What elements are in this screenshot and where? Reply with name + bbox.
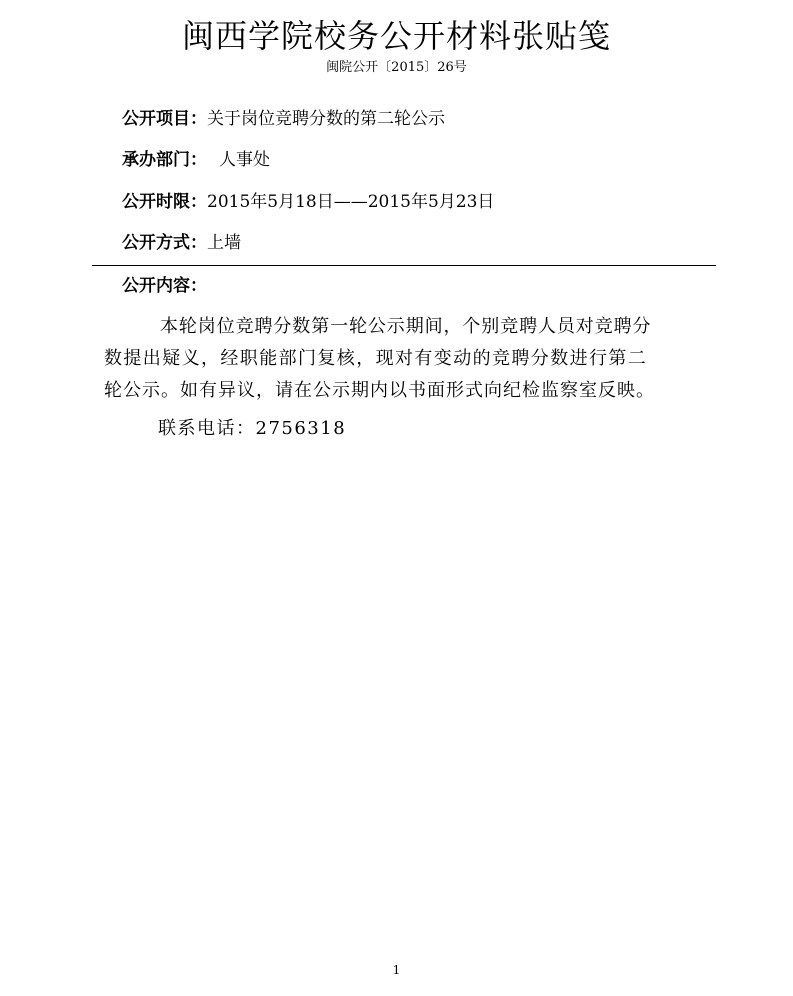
field-department [122,148,270,172]
content-label: 公开内容： [122,276,207,296]
content-paragraph-line: 本轮岗位竞聘分数第一轮公示期间，个别竞聘人员对竞聘分 [160,316,652,337]
field-department-label: 承办部门： [122,150,207,170]
field-method-value: 上墙 [207,233,241,253]
field-period [122,190,494,214]
document-title: 闽西学院校务公开材料张贴笺 [181,17,611,55]
section-divider [92,265,716,266]
content-paragraph-line: 轮公示。如有异议，请在公示期内以书面形式向纪检监察室反映。 [104,380,655,401]
field-period-label: 公开时限： [122,192,207,212]
content-paragraph-line: 数提出疑义，经职能部门复核，现对有变动的竞聘分数进行第二 [104,348,648,369]
field-project-value: 关于岗位竞聘分数的第二轮公示 [207,109,445,129]
field-department-value: 人事处 [219,150,270,170]
field-method-label: 公开方式： [122,233,207,253]
field-period-value: 2015年5月18日——2015年5月23日 [207,192,495,212]
field-project-label: 公开项目： [122,109,207,129]
field-method [122,231,241,255]
page-number: 1 [392,963,401,977]
field-project [122,107,445,131]
document-number: 闽院公开〔2015〕26号 [326,60,467,75]
contact-phone: 联系电话：2756318 [158,418,347,439]
